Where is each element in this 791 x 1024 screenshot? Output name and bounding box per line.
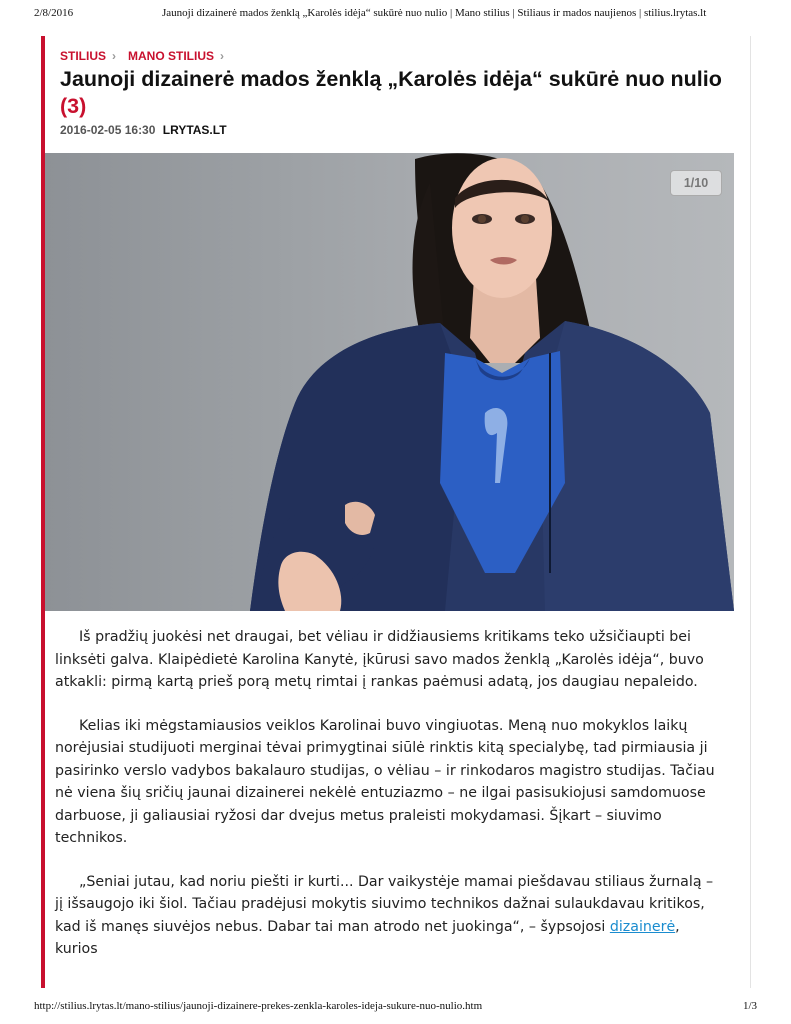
- chevron-right-icon: ›: [112, 49, 117, 63]
- print-footer: [0, 1000, 791, 1014]
- article-title: [60, 66, 740, 120]
- print-header: [0, 7, 791, 21]
- print-page-title: Jaunoji dizainerė mados ženklą „Karolės idėja“ sukūrė nuo nulio | Mano stilius | Stiliaus ir mados naujienos | stilius.lrytas.lt: [162, 7, 707, 19]
- article-datetime: 2016-02-05 16:30: [60, 123, 156, 137]
- article-paragraph: [55, 871, 720, 961]
- breadcrumb: [60, 49, 236, 63]
- breadcrumb-link-mano-stilius[interactable]: MANO STILIUS: [128, 49, 215, 63]
- article-body: [55, 626, 720, 982]
- portrait-image: [45, 153, 734, 611]
- chevron-right-icon: ›: [220, 49, 225, 63]
- article-paragraph: Iš pradžių juokėsi net draugai, bet vėliau ir didžiausiems kritikams teko užsičiaupti bei linksėti galva. Klaipėdietė Karolina Kanytė, įkūrusi savo mados ženklą „Karolės idėja“, buvo atkakli: pirmą kartą prieš porą metų rimtai į rankas paėmusi adatą, jos daugiau nepaleido.: [55, 629, 704, 690]
- comment-count-link[interactable]: (3): [60, 94, 87, 118]
- print-date: 2/8/2016: [34, 7, 74, 19]
- print-page-number: 1/3: [742, 1000, 757, 1012]
- print-url: http://stilius.lrytas.lt/mano-stilius/jaunoji-dizainere-prekes-zenkla-karoles-ideja-sukure-nuo-nulio.htm: [34, 1000, 483, 1012]
- article-paragraph: Kelias iki mėgstamiausios veiklos Karolinai buvo vingiuotas. Meną nuo mokyklos laikų norėjusiai studijuoti merginai tėvai primygtinai siūlė rinktis kitą specialybę, tad pirmiausia ji pasirinko verslo vadybos bakalauro studijas, o vėliau – ir rinkodaros magistro studijas. Tačiau nė viena šių sričių jaunai dizainerei nekėlė entuziazmo – ne ilgai pasisukiojusi samdomuose darbuose, ji galiausiai ryžosi dar dvejus metus praleisti mokydamasi. Šįkart – siuvimo technikos.: [55, 717, 715, 846]
- dizainere-link[interactable]: dizainerė: [609, 918, 676, 935]
- breadcrumb-link-stilius[interactable]: STILIUS: [60, 49, 107, 63]
- article-meta: [60, 123, 227, 137]
- paragraph-text-tail: , kurios: [55, 918, 680, 957]
- gallery-counter[interactable]: 1/10: [670, 170, 722, 196]
- article-title-text: Jaunoji dizainerė mados ženklą „Karolės idėja“ sukūrė nuo nulio: [60, 67, 722, 91]
- paragraph-text: „Seniai jutau, kad noriu piešti ir kurti... Dar vaikystėje mamai piešdavau stiliaus žurnalą – jį išsaugojo iki šiol. Tačiau pradėjusi mokytis siuvimo technikos dažnai sulaukdavau kritikos, kad iš manęs siuvėjos nebus. Dabar tai man atrodo net juokinga“, – šypsojosi: [55, 873, 714, 935]
- article-source: LRYTAS.LT: [162, 123, 227, 137]
- article-photo[interactable]: [45, 153, 734, 611]
